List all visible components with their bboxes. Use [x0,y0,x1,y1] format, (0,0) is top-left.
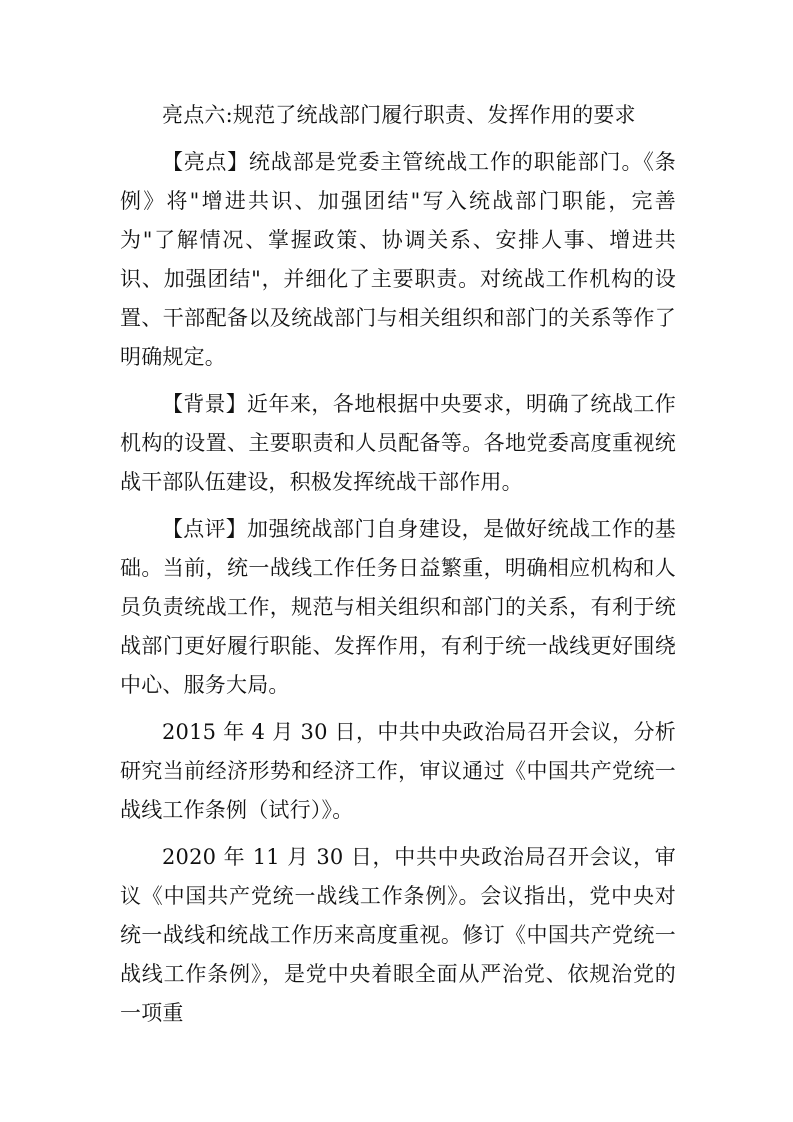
background-text: 近年来，各地根据中央要求，明确了统战工作机构的设置、主要职责和人员配备等。各地党委高度重视统战干部队伍建设，积极发挥统战干部作用。 [120,392,677,494]
highlight-text: 统战部是党委主管统战工作的职能部门。《条例》将"增进共识、加强团结"写入统战部门职能，完善为"了解情况、掌握政策、协调关系、安排人事、增进共识、加强团结"，并细化了主要职责。对统战工作机构的设置、干部配备以及统战部门与相关组织和部门的关系等作了明确规定。 [120,150,677,369]
highlight-tag: 【亮点】 [162,150,249,174]
paragraph-2015-meeting: 2015 年 4 月 30 日，中共中央政治局召开会议，分析研究当前经济形势和经济工作，审议通过《中国共产党统一战线工作条例（试行）》。 [120,720,676,822]
commentary-text: 加强统战部门自身建设，是做好统战工作的基础。当前，统一战线工作任务日益繁重，明确相应机构和人员负责统战工作，规范与相关组织和部门的关系，有利于统战部门更好履行职能、发挥作用，有利于统一战线更好围绕中心、服务大局。 [120,517,677,697]
document-body [120,96,676,1033]
paragraph-commentary [120,510,676,705]
paragraph-2020-meeting: 2020 年 11 月 30 日，中共中央政治局召开会议，审议《中国共产党统一战线工作条例》。会议指出，党中央对统一战线和统战工作历来高度重视。修订《中国共产党统一战线工作条例》，是党中央着眼全面从严治党、依规治党的一项重 [120,845,676,1025]
section-heading: 亮点六:规范了统战部门履行职责、发挥作用的要求 [162,103,636,127]
paragraph-background [120,385,676,502]
paragraph-highlight [120,143,676,377]
commentary-tag: 【点评】 [162,517,248,541]
background-tag: 【背景】 [162,392,248,416]
